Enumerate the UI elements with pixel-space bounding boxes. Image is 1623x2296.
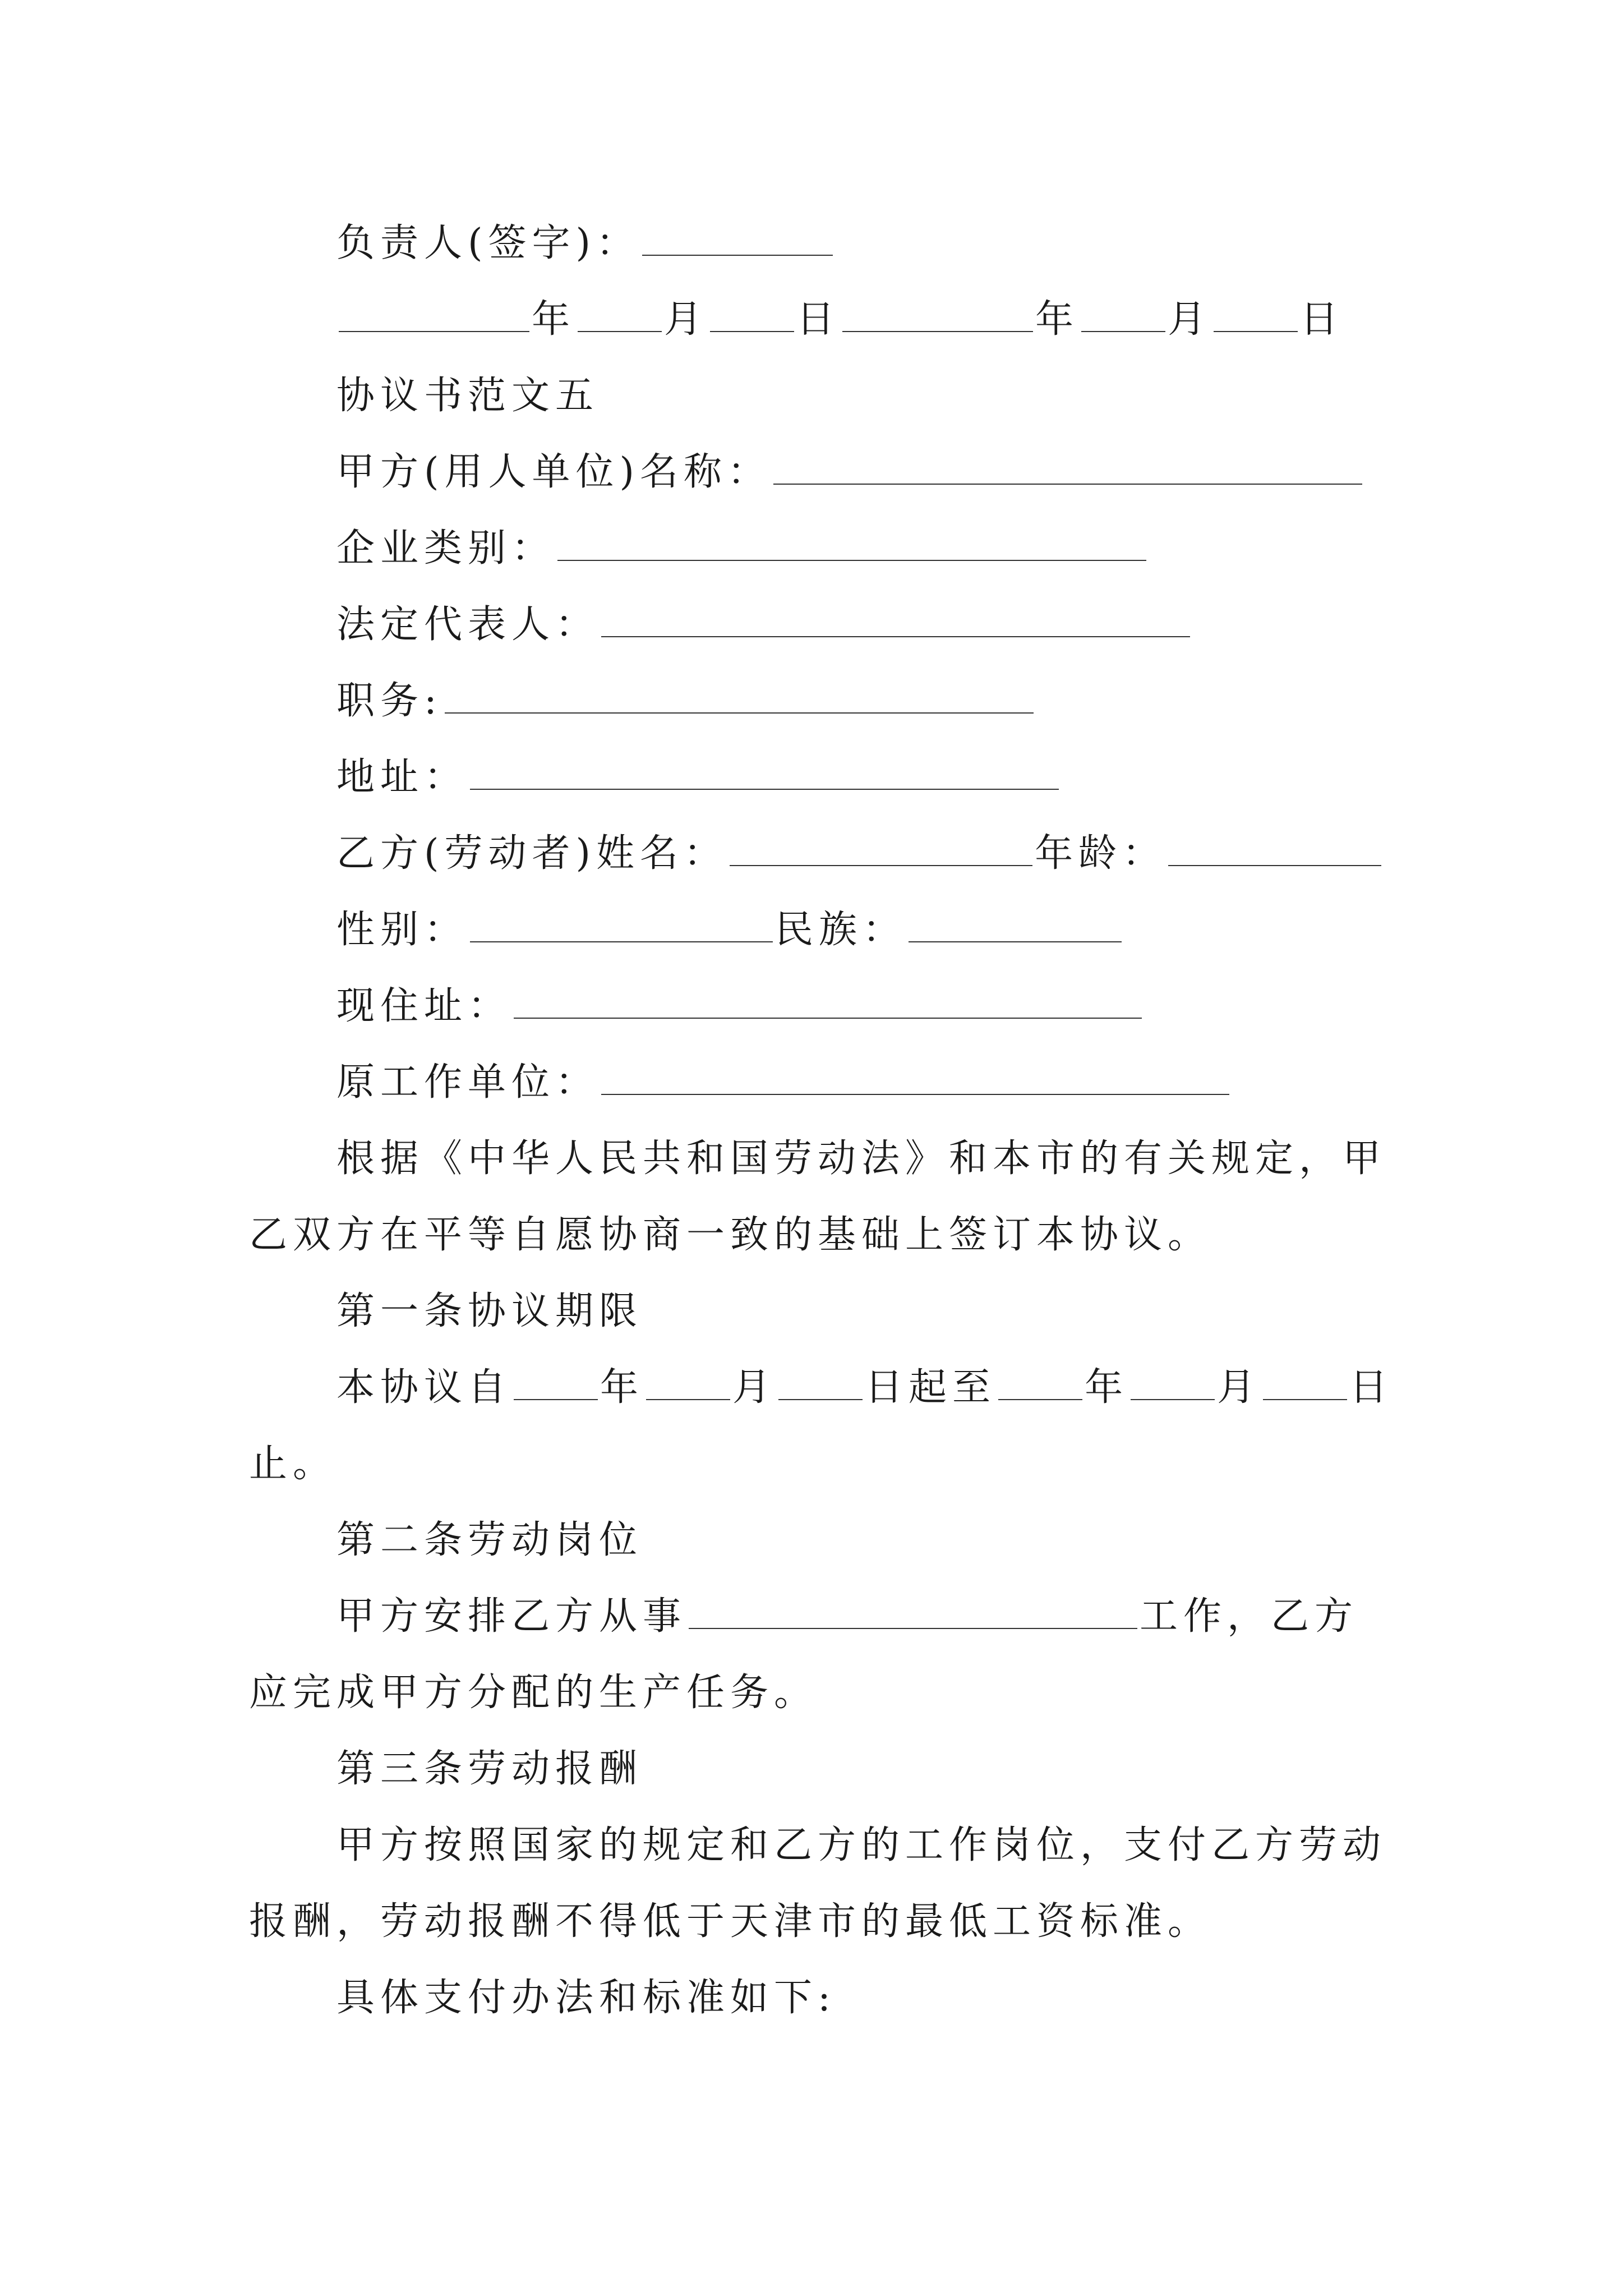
preamble-line-2: [249, 1208, 1211, 1262]
year-blank-2[interactable]: [842, 296, 1033, 332]
article-2-heading: [336, 1513, 643, 1567]
position-blank[interactable]: [445, 678, 1034, 714]
signature-blank[interactable]: [642, 220, 833, 256]
category-label: 企业类别：: [336, 526, 556, 570]
month-blank-1[interactable]: [578, 296, 662, 332]
age-label: 年龄：: [1035, 831, 1166, 876]
article-3-line-3: [336, 1971, 836, 2025]
year-text-1: 年: [532, 297, 576, 342]
address-line: [336, 751, 1061, 804]
day-text-1: 日: [796, 297, 841, 342]
job-blank[interactable]: [689, 1593, 1137, 1629]
start-month-blank[interactable]: [646, 1364, 730, 1400]
start-month-text: 月: [732, 1365, 777, 1410]
category-line: [336, 522, 1149, 576]
party-a-name-line: [336, 445, 1364, 499]
address-blank[interactable]: [470, 754, 1059, 790]
age-blank[interactable]: [1168, 830, 1381, 866]
term-from-text: 本协议自: [336, 1365, 512, 1410]
article-3-text-1: 甲方按照国家的规定和乙方的工作岗位，支付乙方劳动: [336, 1823, 1387, 1867]
signature-label: 负责人(签字)：: [336, 221, 640, 265]
end-day-blank[interactable]: [1263, 1364, 1347, 1400]
article-2-text-2: 应完成甲方分配的生产任务。: [249, 1671, 818, 1715]
article-2-heading-text: 第二条劳动岗位: [336, 1518, 643, 1562]
article-1-term-line: [336, 1361, 1393, 1415]
end-year-text: 年: [1085, 1365, 1129, 1410]
residence-label: 现住址：: [336, 984, 512, 1028]
preamble-line-1: [336, 1132, 1386, 1186]
article-3-heading: [336, 1742, 643, 1796]
article-2-line-2: [249, 1666, 818, 1720]
article-2-text-a: 甲方安排乙方从事: [336, 1594, 687, 1639]
section-title-text: 协议书范文五: [336, 374, 600, 418]
article-3-text-3: 具体支付办法和标准如下:: [336, 1976, 836, 2020]
month-text-1: 月: [664, 297, 708, 342]
gender-line: [336, 903, 1124, 957]
day-text-2: 日: [1300, 297, 1344, 342]
start-day-blank[interactable]: [778, 1364, 863, 1400]
article-3-text-2: 报酬，劳动报酬不得低于天津市的最低工资标准。: [249, 1899, 1212, 1944]
start-year-blank[interactable]: [514, 1364, 598, 1400]
position-line: [336, 674, 1036, 728]
party-b-name-line: [336, 827, 1384, 881]
article-1-heading-text: 第一条协议期限: [336, 1289, 643, 1333]
legal-rep-blank[interactable]: [601, 601, 1190, 637]
party-b-name-blank[interactable]: [730, 830, 1032, 866]
article-1-heading: [336, 1285, 643, 1338]
former-employer-line: [336, 1056, 1232, 1110]
legal-rep-line: [336, 598, 1192, 652]
party-a-name-label: 甲方(用人单位)名称：: [336, 450, 772, 494]
gender-blank[interactable]: [470, 907, 773, 942]
end-month-text: 月: [1217, 1365, 1261, 1410]
residence-blank[interactable]: [514, 983, 1142, 1019]
former-employer-label: 原工作单位：: [336, 1060, 600, 1105]
year-blank-1[interactable]: [339, 296, 529, 332]
term-until-text: 日起至: [865, 1365, 997, 1410]
former-employer-blank[interactable]: [601, 1059, 1229, 1095]
end-day-text: 日: [1349, 1365, 1394, 1410]
month-blank-2[interactable]: [1081, 296, 1165, 332]
article-3-line-1: [336, 1819, 1386, 1872]
article-2-text-b: 工作，乙方: [1140, 1594, 1359, 1639]
article-3-line-2: [249, 1895, 1211, 1949]
party-a-name-blank[interactable]: [773, 449, 1362, 485]
ethnicity-blank[interactable]: [909, 907, 1122, 942]
category-blank[interactable]: [557, 525, 1146, 561]
position-label: 职务:: [336, 679, 442, 723]
date-line: [336, 293, 1344, 347]
residence-line: [336, 979, 1144, 1033]
start-year-text: 年: [600, 1365, 644, 1410]
address-label: 地址：: [336, 755, 468, 799]
party-b-name-label: 乙方(劳动者)姓名：: [336, 831, 728, 876]
month-text-2: 月: [1168, 297, 1212, 342]
section-title: [336, 369, 599, 423]
signature-line: [336, 217, 835, 270]
legal-rep-label: 法定代表人：: [336, 602, 600, 647]
gender-label: 性别：: [336, 908, 468, 952]
article-3-heading-text: 第三条劳动报酬: [336, 1747, 643, 1791]
day-blank-1[interactable]: [710, 296, 794, 332]
end-month-blank[interactable]: [1131, 1364, 1215, 1400]
article-2-line-1: [336, 1590, 1358, 1644]
term-end-text: 止。: [249, 1442, 337, 1486]
end-year-blank[interactable]: [998, 1364, 1082, 1400]
day-blank-2[interactable]: [1214, 296, 1298, 332]
ethnicity-label: 民族：: [775, 908, 907, 952]
preamble-text-1: 根据《中华人民共和国劳动法》和本市的有关规定，甲: [336, 1137, 1387, 1181]
preamble-text-2: 乙双方在平等自愿协商一致的基础上签订本协议。: [249, 1213, 1212, 1257]
year-text-2: 年: [1035, 297, 1080, 342]
article-1-term-end: [249, 1437, 336, 1491]
